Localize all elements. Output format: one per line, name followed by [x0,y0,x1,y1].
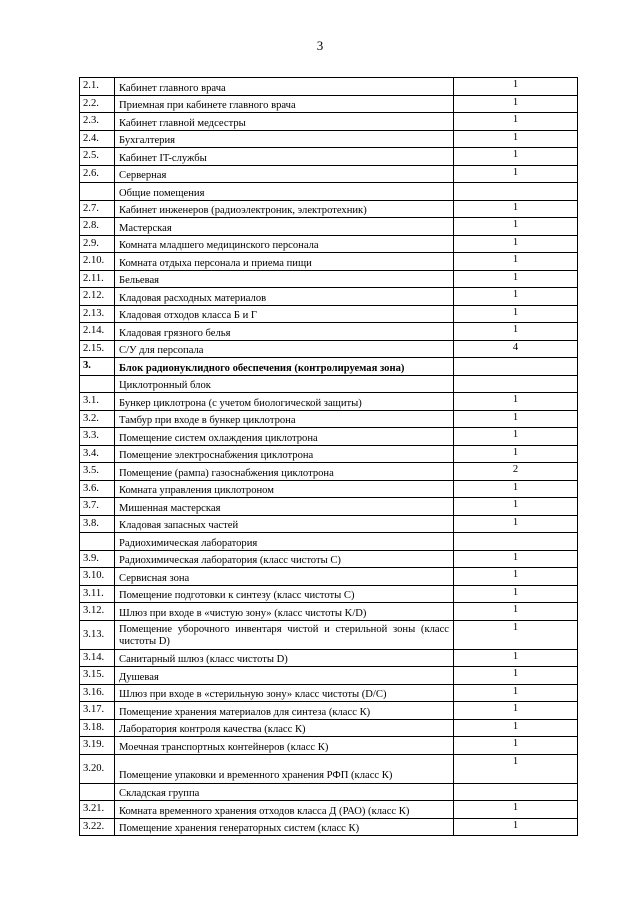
row-number: 3.1. [80,393,115,411]
table-row [80,410,578,428]
room-name: Шлюз при входе в «стерильную зону» класс чистоты (D/C) [115,684,454,702]
table-row [80,533,578,551]
table-row [80,818,578,836]
table-row [80,737,578,755]
room-quantity: 1 [454,165,578,183]
row-number: 2.13. [80,305,115,323]
table-row [80,463,578,481]
room-quantity: 4 [454,340,578,358]
table-row [80,393,578,411]
room-name: Мастерская [115,218,454,236]
row-number: 2.10. [80,253,115,271]
room-quantity: 1 [454,95,578,113]
room-name: Помещение электроснабжения циклотрона [115,445,454,463]
row-number: 2.3. [80,113,115,131]
table-row [80,603,578,621]
room-name: Бельевая [115,270,454,288]
room-name: Общие помещения [115,183,454,201]
room-name: Помещение систем охлаждения циклотрона [115,428,454,446]
table-row [80,620,578,649]
room-quantity: 1 [454,148,578,166]
row-number: 3.21. [80,801,115,819]
table-row [80,288,578,306]
room-quantity: 1 [454,684,578,702]
page-number: 3 [316,38,324,53]
row-number: 3.7. [80,498,115,516]
room-quantity [454,375,578,393]
room-name: Душевая [115,667,454,685]
room-name: Кладовая грязного белья [115,323,454,341]
room-name: Помещение хранения генераторных систем (класс К) [115,818,454,836]
row-number: 3.19. [80,737,115,755]
table-row [80,270,578,288]
table-row [80,568,578,586]
room-name: Кладовая отходов класса Б и Г [115,305,454,323]
room-quantity: 1 [454,620,578,649]
table-row [80,515,578,533]
room-name: Складская группа [115,783,454,801]
room-quantity: 1 [454,515,578,533]
table-row [80,702,578,720]
room-name: Кабинет главного врача [115,78,454,96]
room-name: Помещение (рампа) газоснабжения циклотрона [115,463,454,481]
row-number: 2.8. [80,218,115,236]
room-quantity: 1 [454,550,578,568]
table-row [80,375,578,393]
table-row [80,95,578,113]
room-quantity: 1 [454,410,578,428]
room-quantity: 1 [454,719,578,737]
room-name: Помещение подготовки к синтезу (класс чистоты С) [115,585,454,603]
row-number: 3.2. [80,410,115,428]
room-quantity [454,783,578,801]
room-name: Моечная транспортных контейнеров (класс К) [115,737,454,755]
room-quantity: 1 [454,801,578,819]
room-name: Комната младшего медицинского персонала [115,235,454,253]
table-row [80,200,578,218]
room-quantity: 1 [454,428,578,446]
row-number: 3.18. [80,719,115,737]
row-number: 2.7. [80,200,115,218]
room-name: Помещение уборочного инвентаря чистой и стерильной зоны (класс чистоты D) [115,620,454,649]
rooms-table [79,77,578,836]
room-name: Радиохимическая лаборатория [115,533,454,551]
room-quantity: 1 [454,113,578,131]
room-name: Комната отдыха персонала и приема пищи [115,253,454,271]
room-quantity: 1 [454,288,578,306]
room-name: Помещение упаковки и временного хранения РФП (класс К) [115,754,454,783]
room-quantity: 1 [454,218,578,236]
row-number: 2.15. [80,340,115,358]
room-name: Кабинет главной медсестры [115,113,454,131]
row-number: 3.5. [80,463,115,481]
row-number: 3.16. [80,684,115,702]
row-number: 3.4. [80,445,115,463]
row-number: 2.14. [80,323,115,341]
table-row [80,165,578,183]
row-number: 3.17. [80,702,115,720]
row-number: 3.20. [80,754,115,783]
room-name: Кабинет инженеров (радиоэлектроник, электротехник) [115,200,454,218]
room-name: Кладовая расходных материалов [115,288,454,306]
room-quantity: 1 [454,445,578,463]
room-name: Комната управления циклотроном [115,480,454,498]
room-quantity: 1 [454,130,578,148]
room-name: Блок радионуклидного обеспечения (контролируемая зона) [115,358,454,376]
room-name: Радиохимическая лаборатория (класс чистоты С) [115,550,454,568]
room-quantity [454,183,578,201]
row-number: 2.4. [80,130,115,148]
room-name: С/У для персопала [115,340,454,358]
table-row [80,235,578,253]
room-name: Санитарный шлюз (класс чистоты D) [115,649,454,667]
table-row [80,340,578,358]
room-quantity: 1 [454,480,578,498]
room-quantity: 1 [454,568,578,586]
rooms-table-body [80,78,578,836]
room-quantity [454,358,578,376]
table-row [80,148,578,166]
room-quantity: 1 [454,78,578,96]
room-quantity: 1 [454,603,578,621]
room-quantity: 1 [454,585,578,603]
room-name: Кладовая запасных частей [115,515,454,533]
table-row [80,113,578,131]
room-quantity: 1 [454,818,578,836]
room-name: Кабинет IT-службы [115,148,454,166]
room-quantity: 1 [454,667,578,685]
row-number: 3.9. [80,550,115,568]
row-number: 3.15. [80,667,115,685]
row-number: 2.5. [80,148,115,166]
room-name: Серверная [115,165,454,183]
room-name: Комната временного хранения отходов класса Д (РАО) (класс К) [115,801,454,819]
table-row [80,253,578,271]
row-number: 3.14. [80,649,115,667]
room-quantity: 1 [454,498,578,516]
table-row [80,801,578,819]
row-number: 3.12. [80,603,115,621]
room-quantity: 1 [454,754,578,783]
table-row [80,480,578,498]
room-name: Бункер циклотрона (с учетом биологической защиты) [115,393,454,411]
table-row [80,684,578,702]
room-quantity: 1 [454,737,578,755]
room-quantity: 1 [454,323,578,341]
room-quantity: 1 [454,649,578,667]
table-row [80,649,578,667]
row-number: 2.12. [80,288,115,306]
room-name: Тамбур при входе в бункер циклотрона [115,410,454,428]
room-quantity: 1 [454,235,578,253]
room-name: Циклотронный блок [115,375,454,393]
room-name: Приемная при кабинете главного врача [115,95,454,113]
room-name: Лаборатория контроля качества (класс К) [115,719,454,737]
room-quantity: 2 [454,463,578,481]
row-number: 2.9. [80,235,115,253]
row-number [80,783,115,801]
table-row [80,754,578,783]
row-number: 3.22. [80,818,115,836]
row-number: 3. [80,358,115,376]
room-quantity: 1 [454,305,578,323]
table-row [80,183,578,201]
room-quantity: 1 [454,200,578,218]
row-number: 2.1. [80,78,115,96]
table-row [80,428,578,446]
room-quantity: 1 [454,270,578,288]
room-quantity [454,533,578,551]
row-number: 2.11. [80,270,115,288]
table-row [80,305,578,323]
room-name: Мишенная мастерская [115,498,454,516]
table-row [80,783,578,801]
table-row [80,445,578,463]
row-number: 3.6. [80,480,115,498]
table-row [80,218,578,236]
table-row [80,550,578,568]
row-number: 3.3. [80,428,115,446]
room-name: Бухгалтерия [115,130,454,148]
row-number: 2.2. [80,95,115,113]
row-number: 3.11. [80,585,115,603]
row-number: 2.6. [80,165,115,183]
table-row [80,585,578,603]
room-name: Шлюз при входе в «чистую зону» (класс чистоты K/D) [115,603,454,621]
table-row [80,130,578,148]
table-row [80,78,578,96]
table-row [80,667,578,685]
row-number [80,375,115,393]
row-number: 3.13. [80,620,115,649]
row-number: 3.10. [80,568,115,586]
room-quantity: 1 [454,702,578,720]
room-quantity: 1 [454,253,578,271]
room-name: Помещение хранения материалов для синтеза (класс К) [115,702,454,720]
table-row [80,358,578,376]
table-row [80,323,578,341]
row-number [80,533,115,551]
table-row [80,498,578,516]
table-row [80,719,578,737]
row-number [80,183,115,201]
row-number: 3.8. [80,515,115,533]
room-quantity: 1 [454,393,578,411]
room-name: Сервисная зона [115,568,454,586]
